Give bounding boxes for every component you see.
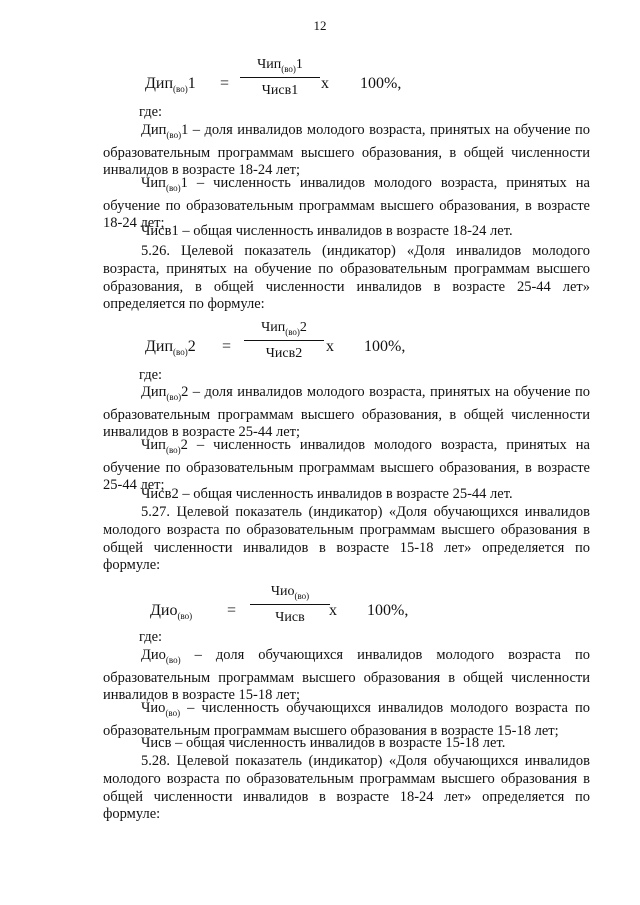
percent-value: 100%, (360, 75, 402, 92)
equals-sign: = (220, 75, 230, 92)
formula-dip1 (0, 55, 640, 115)
definition-chisv: Чисв – общая численность инвалидов в возрасте 15-18 лет. (141, 735, 506, 751)
formula-fraction (250, 582, 330, 628)
denominator: Чисв1 (261, 83, 299, 98)
where-label: где: (139, 104, 163, 120)
formula-lhs: Дио$_{(во)}$ (150, 602, 193, 622)
formula-fraction (244, 318, 324, 364)
percent-value: 100%, (364, 338, 406, 355)
formula-dio (0, 582, 640, 642)
formula-lhs: Дип$_{(во)}$2 (145, 338, 196, 358)
formula-fraction (240, 55, 320, 101)
paragraph-5-27: 5.27. Целевой показатель (индикатор) «Доля обучающихся инвалидов молодого возраста по образовательным программам высшего образования в общей численности инвалидов в возрасте 15-18 лет» определяется по формуле: (103, 504, 590, 574)
percent-value: 100%, (367, 602, 409, 619)
page-number: 12 (313, 18, 327, 33)
formula-dip2 (0, 318, 640, 378)
fraction-bar (250, 604, 330, 605)
denominator: Чисв2 (265, 346, 303, 361)
multiply-sign: х (326, 338, 334, 355)
denominator: Чисв (275, 610, 305, 625)
fraction-bar (244, 340, 324, 341)
numerator: Чип$_{(во)}$1 (257, 57, 303, 74)
equals-sign: = (227, 602, 237, 619)
multiply-sign: х (329, 602, 337, 619)
definition-chisv1: Чисв1 – общая численность инвалидов в возрасте 18-24 лет. (141, 223, 513, 239)
definition-dip2: Дип$_{(во)}$2 – доля инвалидов молодого возраста, принятых на обучение по образовательным программам высшего образования, в общей численности инвалидов в возрасте 25-44 лет; (103, 384, 590, 441)
where-label: где: (139, 367, 163, 383)
numerator: Чип$_{(во)}$2 (261, 320, 307, 337)
definition-dip1: Дип$_{(во)}$1 – доля инвалидов молодого возраста, принятых на обучение по образовательным программам высшего образования, в общей численности инвалидов в возрасте 18-24 лет; (103, 122, 590, 179)
equals-sign: = (222, 338, 232, 355)
formula-lhs: Дип$_{(во)}$1 (145, 75, 196, 95)
fraction-bar (240, 77, 320, 78)
definition-chip1: Чип$_{(во)}$1 – численность инвалидов молодого возраста, принятых на обучение по образовательным программам высшего образования, в возрасте 18-24 лет; (103, 175, 590, 232)
where-label: где: (139, 629, 163, 645)
paragraph-5-28: 5.28. Целевой показатель (индикатор) «Доля обучающихся инвалидов молодого возраста по образовательным программам высшего образования в общей численности инвалидов в возрасте 18-24 лет» определяется по формуле: (103, 753, 590, 823)
paragraph-5-26: 5.26. Целевой показатель (индикатор) «Доля инвалидов молодого возраста, принятых на обучение по образовательным программам высшего образования, в общей численности инвалидов в возрасте 25-44 лет» определяется по формуле: (103, 243, 590, 313)
definition-dio: Дио$_{(во)}$ – доля обучающихся инвалидов молодого возраста по образовательным программам высшего образования в общей численности инвалидов в возрасте 15-18 лет; (103, 647, 590, 704)
multiply-sign: х (321, 75, 329, 92)
definition-chio: Чио$_{(во)}$ – численность обучающихся инвалидов молодого возраста по образовательным программам высшего образования в возрасте 15-18 лет; (103, 700, 590, 739)
numerator: Чио$_{(во)}$ (270, 584, 310, 601)
definition-chisv2: Чисв2 – общая численность инвалидов в возрасте 25-44 лет. (141, 486, 513, 502)
definition-chip2: Чип$_{(во)}$2 – численность инвалидов молодого возраста, принятых на обучение по образовательным программам высшего образования, в возрасте 25-44 лет; (103, 437, 590, 494)
